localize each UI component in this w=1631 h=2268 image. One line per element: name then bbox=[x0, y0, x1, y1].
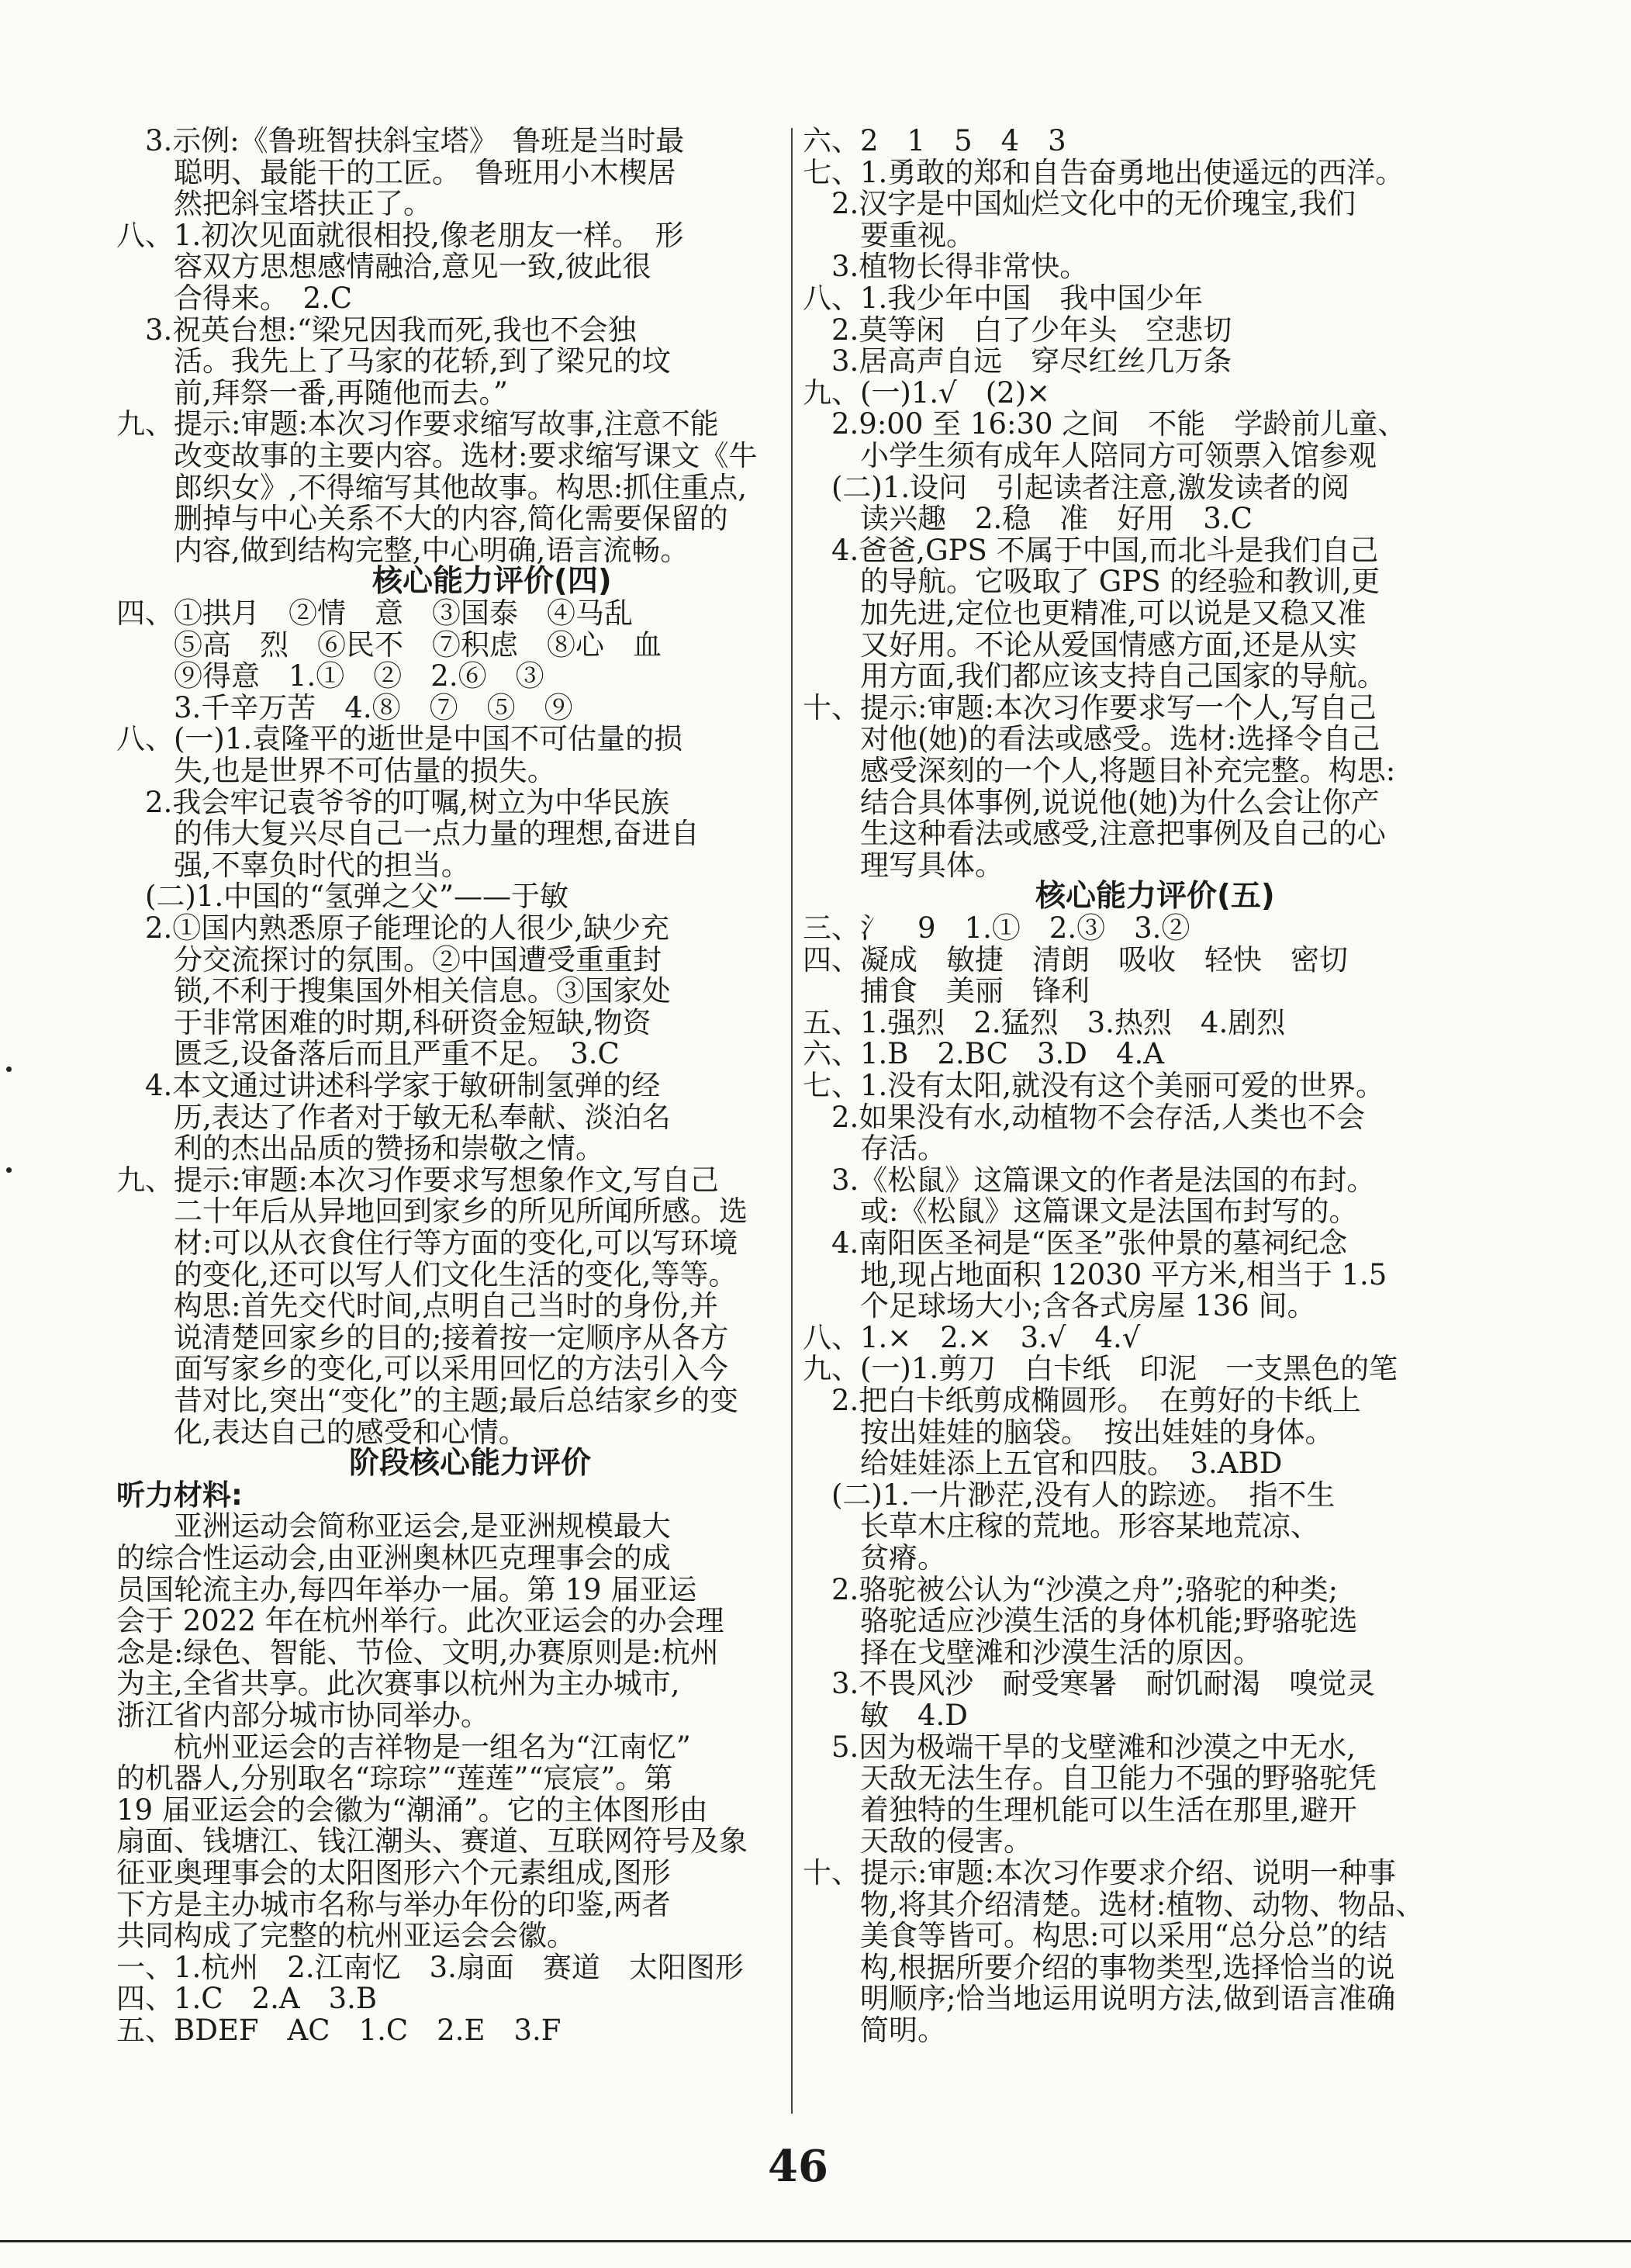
text-line: 存活。 bbox=[803, 1132, 946, 1165]
text-line: 3.千辛万苦 4.⑧ ⑦ ⑤ ⑨ bbox=[116, 691, 573, 724]
text-line: 九、提示:审题:本次习作要求缩写故事,注意不能 bbox=[116, 407, 719, 441]
text-line: 五、1.强烈 2.猛烈 3.热烈 4.剧烈 bbox=[803, 1006, 1286, 1039]
text-line: 五、BDEF AC 1.C 2.E 3.F bbox=[116, 2014, 562, 2047]
text-line: 加先进,定位也更精准,可以说是又稳又准 bbox=[803, 596, 1367, 630]
text-line: 八、1.我少年中国 我中国少年 bbox=[803, 282, 1204, 315]
text-line: 结合具体事例,说说他(她)为什么会让你产 bbox=[803, 786, 1380, 819]
text-line: 四、1.C 2.A 3.B bbox=[116, 1982, 378, 2015]
text-line: 构,根据所要介绍的事物类型,选择恰当的说 bbox=[803, 1951, 1395, 1984]
page-number: 46 bbox=[768, 2141, 828, 2192]
text-line: 2.把白卡纸剪成椭圆形。 在剪好的卡纸上 bbox=[803, 1384, 1361, 1417]
text-line: 天敌的侵害。 bbox=[803, 1824, 1032, 1858]
text-line: 活。我先上了马家的花轿,到了梁兄的坟 bbox=[116, 344, 671, 378]
text-line: 九、(一)1.√ (2)× bbox=[803, 376, 1051, 410]
text-line: 删掉与中心关系不大的内容,简化需要保留的 bbox=[116, 502, 728, 535]
text-line: 分交流探讨的氛围。②中国遭受重重封 bbox=[116, 943, 662, 977]
section-heading: 核心能力评价(四) bbox=[372, 564, 612, 599]
text-line: 六、2 1 5 4 3 bbox=[803, 124, 1066, 157]
text-line: 念是:绿色、智能、节俭、文明,办赛原则是:杭州 bbox=[116, 1636, 719, 1669]
text-line: (二)1.中国的“氢弹之父”——于敏 bbox=[116, 880, 569, 913]
text-line: 4.爸爸,GPS 不属于中国,而北斗是我们自己 bbox=[803, 534, 1379, 567]
text-line: 或:《松鼠》这篇课文是法国布封写的。 bbox=[803, 1195, 1358, 1228]
text-line: 的综合性运动会,由亚洲奥林匹克理事会的成 bbox=[116, 1541, 671, 1575]
text-line: 下方是主办城市名称与举办年份的印鉴,两者 bbox=[116, 1888, 671, 1921]
text-line: 听力材料: bbox=[116, 1478, 243, 1512]
text-line: 共同构成了完整的杭州亚运会会徽。 bbox=[116, 1919, 575, 1952]
text-line: 要重视。 bbox=[803, 219, 975, 252]
text-line: 合得来。 2.C bbox=[116, 282, 353, 315]
text-line: 六、1.B 2.BC 3.D 4.A bbox=[803, 1037, 1164, 1070]
text-line: (二)1.一片渺茫,没有人的踪迹。 指不生 bbox=[803, 1478, 1336, 1512]
text-line: 天敌无法生存。自卫能力不强的野骆驼凭 bbox=[803, 1762, 1377, 1795]
text-line: 19 届亚运会的会徽为“潮涌”。它的主体图形由 bbox=[116, 1793, 708, 1827]
text-line: 三、氵 9 1.① 2.③ 3.② bbox=[803, 911, 1190, 945]
text-line: 3.植物长得非常快。 bbox=[803, 250, 1089, 283]
text-line: 会于 2022 年在杭州举行。此次亚运会的办会理 bbox=[116, 1604, 724, 1637]
scan-dot bbox=[6, 1167, 12, 1173]
text-line: 亚洲运动会简称亚运会,是亚洲规模最大 bbox=[116, 1509, 671, 1543]
text-line: 感受深刻的一个人,将题目补充完整。构思: bbox=[803, 754, 1396, 787]
text-line: 对他(她)的看法或感受。选材:选择令自己 bbox=[803, 722, 1380, 755]
text-line: 给娃娃添上五官和四肢。 3.ABD bbox=[803, 1447, 1283, 1480]
text-line: 容双方思想感情融洽,意见一致,彼此很 bbox=[116, 250, 651, 283]
text-line: 匮乏,设备落后而且严重不足。 3.C bbox=[116, 1037, 620, 1070]
text-line: 理写具体。 bbox=[803, 849, 1004, 882]
text-line: 构思:首先交代时间,点明自己当时的身份,并 bbox=[116, 1289, 718, 1322]
text-line: 3.祝英台想:“梁兄因我而死,我也不会独 bbox=[116, 313, 637, 347]
text-line: 八、1.初次见面就很相投,像老朋友一样。 形 bbox=[116, 219, 684, 252]
bottom-rule bbox=[0, 2240, 1631, 2242]
text-line: 八、(一)1.袁隆平的逝世是中国不可估量的损 bbox=[116, 722, 683, 755]
text-line: 然把斜宝塔扶正了。 bbox=[116, 187, 432, 220]
text-line: 物,将其介绍清楚。选材:植物、动物、物品、 bbox=[803, 1888, 1425, 1921]
text-line: 失,也是世界不可估量的损失。 bbox=[116, 754, 556, 787]
text-line: 美食等皆可。构思:可以采用“总分总”的结 bbox=[803, 1919, 1387, 1952]
text-line: 八、1.× 2.× 3.√ 4.√ bbox=[803, 1321, 1141, 1354]
text-line: 材:可以从衣食住行等方面的变化,可以写环境 bbox=[116, 1226, 738, 1260]
text-line: 为主,全省共享。此次赛事以杭州为主办城市, bbox=[116, 1667, 680, 1700]
text-line: 4.南阳医圣祠是“医圣”张仲景的墓祠纪念 bbox=[803, 1226, 1348, 1260]
text-line: 四、凝成 敏捷 清朗 吸收 轻快 密切 bbox=[803, 943, 1348, 977]
text-line: 七、1.勇敢的郑和自告奋勇地出使遥远的西洋。 bbox=[803, 156, 1405, 189]
text-line: 敏 4.D bbox=[803, 1699, 968, 1732]
text-line: 杭州亚运会的吉祥物是一组名为“江南忆” bbox=[116, 1730, 691, 1764]
text-line: 4.本文通过讲述科学家于敏研制氢弹的经 bbox=[116, 1069, 661, 1102]
text-line: 一、1.杭州 2.江南忆 3.扇面 赛道 太阳图形 bbox=[116, 1951, 744, 1984]
text-line: 说清楚回家乡的目的;接着按一定顺序从各方 bbox=[116, 1321, 729, 1354]
text-line: 历,表达了作者对于敏无私奉献、淡泊名 bbox=[116, 1101, 671, 1134]
text-line: 生这种看法或感受,注意把事例及自己的心 bbox=[803, 817, 1386, 850]
text-line: 昔对比,突出“变化”的主题;最后总结家乡的变 bbox=[116, 1384, 739, 1417]
text-line: 读兴趣 2.稳 准 好用 3.C bbox=[803, 502, 1253, 535]
text-line: 内容,做到结构完整,中心明确,语言流畅。 bbox=[116, 534, 689, 567]
scan-dot bbox=[6, 1067, 12, 1072]
text-line: 化,表达自己的感受和心情。 bbox=[116, 1416, 527, 1449]
text-line: 贫瘠。 bbox=[803, 1541, 946, 1575]
text-line: 长草木庄稼的荒地。形容某地荒凉、 bbox=[803, 1509, 1319, 1543]
text-line: ⑨得意 1.① ② 2.⑥ ③ bbox=[116, 659, 544, 693]
text-line: 锁,不利于搜集国外相关信息。③国家处 bbox=[116, 974, 671, 1008]
text-line: 利的杰出品质的赞扬和崇敬之情。 bbox=[116, 1132, 604, 1165]
text-line: 强,不辜负时代的担当。 bbox=[116, 849, 470, 882]
text-line: (二)1.设问 引起读者注意,激发读者的阅 bbox=[803, 471, 1349, 504]
text-line: 聪明、最能干的工匠。 鲁班用小木楔居 bbox=[116, 156, 676, 189]
text-line: 郎织女》,不得缩写其他故事。构思:抓住重点, bbox=[116, 471, 747, 504]
text-line: 的机器人,分别取名“琮琮”“莲莲”“宸宸”。第 bbox=[116, 1762, 673, 1795]
text-line: 于非常困难的时期,科研资金短缺,物资 bbox=[116, 1006, 651, 1039]
text-line: 征亚奥理事会的太阳图形六个元素组成,图形 bbox=[116, 1856, 671, 1889]
text-line: 3.示例:《鲁班智扶斜宝塔》 鲁班是当时最 bbox=[116, 124, 685, 157]
text-line: 九、提示:审题:本次习作要求写想象作文,写自己 bbox=[116, 1163, 719, 1197]
text-line: 员国轮流主办,每四年举办一届。第 19 届亚运 bbox=[116, 1573, 697, 1606]
text-line: 个足球场大小;含各式房屋 136 间。 bbox=[803, 1289, 1316, 1322]
text-line: 的伟大复兴尽自己一点力量的理想,奋进自 bbox=[116, 817, 700, 850]
text-line: 3.居高声自远 穿尽红丝几万条 bbox=[803, 344, 1232, 378]
text-line: 改变故事的主要内容。选材:要求缩写课文《牛 bbox=[116, 439, 758, 472]
section-heading: 阶段核心能力评价 bbox=[349, 1446, 592, 1481]
text-line: 前,拜祭一番,再随他而去。” bbox=[116, 376, 508, 410]
text-line: 九、(一)1.剪刀 白卡纸 印泥 一支黑色的笔 bbox=[803, 1352, 1398, 1385]
text-line: 2.我会牢记袁爷爷的叮嘱,树立为中华民族 bbox=[116, 786, 670, 819]
text-line: 捕食 美丽 锋利 bbox=[803, 974, 1090, 1008]
text-line: 2.①国内熟悉原子能理论的人很少,缺少充 bbox=[116, 911, 670, 945]
text-line: 骆驼适应沙漠生活的身体机能;野骆驼选 bbox=[803, 1604, 1358, 1637]
text-line: 3.不畏风沙 耐受寒暑 耐饥耐渴 嗅觉灵 bbox=[803, 1667, 1376, 1700]
text-line: 5.因为极端干旱的戈壁滩和沙漠之中无水, bbox=[803, 1730, 1356, 1764]
text-line: 明顺序;恰当地运用说明方法,做到语言准确 bbox=[803, 1982, 1396, 2015]
text-line: 小学生须有成年人陪同方可领票入馆参观 bbox=[803, 439, 1377, 472]
text-line: 2.骆驼被公认为“沙漠之舟”;骆驼的种类; bbox=[803, 1573, 1339, 1606]
column-divider bbox=[791, 128, 793, 2114]
text-line: 按出娃娃的脑袋。 按出娃娃的身体。 bbox=[803, 1416, 1334, 1449]
text-line: 十、提示:审题:本次习作要求写一个人,写自己 bbox=[803, 691, 1377, 724]
text-line: 2.汉字是中国灿烂文化中的无价瑰宝,我们 bbox=[803, 187, 1356, 220]
text-line: 二十年后从异地回到家乡的所见所闻所感。选 bbox=[116, 1195, 748, 1228]
text-line: 的变化,还可以写人们文化生活的变化,等等。 bbox=[116, 1258, 738, 1291]
text-line: 七、1.没有太阳,就没有这个美丽可爱的世界。 bbox=[803, 1069, 1385, 1102]
text-line: 十、提示:审题:本次习作要求介绍、说明一种事 bbox=[803, 1856, 1396, 1889]
text-line: 2.9:00 至 16:30 之间 不能 学龄前儿童、 bbox=[803, 407, 1407, 441]
text-line: 面写家乡的变化,可以采用回忆的方法引入今 bbox=[116, 1352, 728, 1385]
text-line: 用方面,我们都应该支持自己国家的导航。 bbox=[803, 659, 1386, 693]
text-line: 简明。 bbox=[803, 2014, 946, 2047]
text-line: 扇面、钱塘江、钱江潮头、赛道、互联网符号及象 bbox=[116, 1824, 748, 1858]
text-line: 择在戈壁滩和沙漠生活的原因。 bbox=[803, 1636, 1262, 1669]
text-line: 又好用。不论从爱国情感方面,还是从实 bbox=[803, 628, 1357, 662]
text-line: 四、①拱月 ②情 意 ③国泰 ④马乱 bbox=[116, 596, 633, 630]
text-line: 的导航。它吸取了 GPS 的经验和教训,更 bbox=[803, 565, 1380, 598]
text-line: 2.如果没有水,动植物不会存活,人类也不会 bbox=[803, 1101, 1365, 1134]
text-line: 着独特的生理机能可以生活在那里,避开 bbox=[803, 1793, 1357, 1827]
text-line: 浙江省内部分城市协同举办。 bbox=[116, 1699, 489, 1732]
text-line: 地,现占地面积 12030 平方米,相当于 1.5 bbox=[803, 1258, 1387, 1291]
text-line: 3.《松鼠》这篇课文的作者是法国的布封。 bbox=[803, 1163, 1376, 1197]
section-heading: 核心能力评价(五) bbox=[1035, 879, 1275, 914]
text-line: 2.莫等闲 白了少年头 空悲切 bbox=[803, 313, 1232, 347]
text-line: ⑤高 烈 ⑥民不 ⑦积虑 ⑧心 血 bbox=[116, 628, 662, 662]
